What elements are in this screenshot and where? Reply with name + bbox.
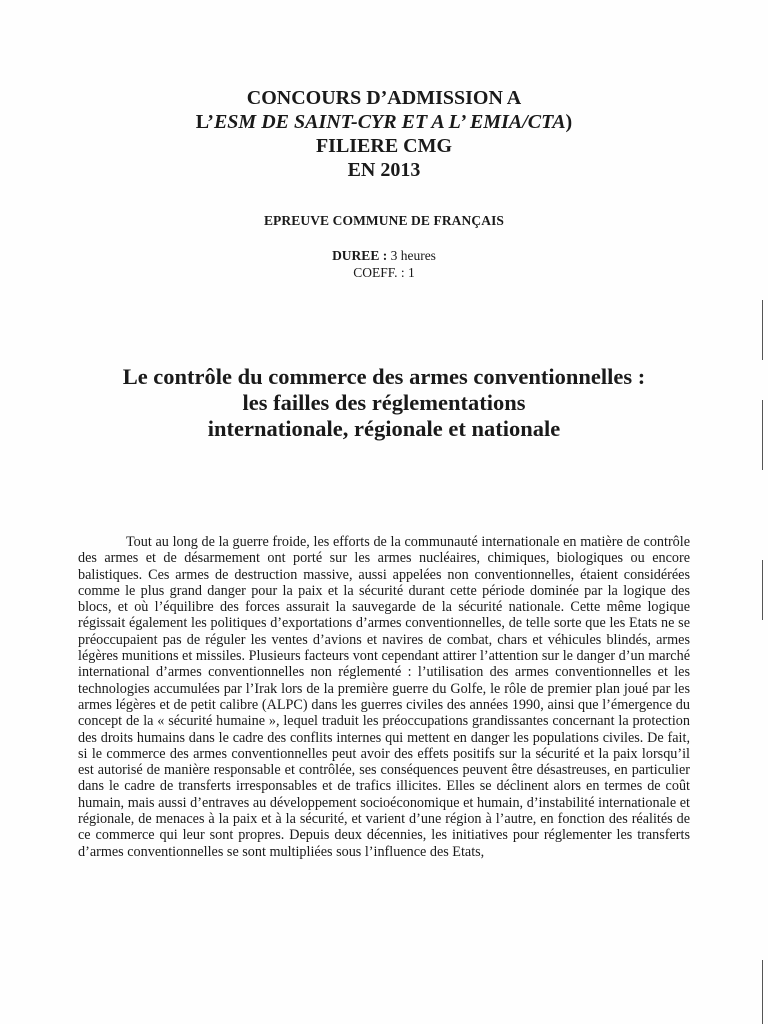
scan-edge-mark-4 [762, 960, 763, 1024]
scan-edge-mark-3 [762, 560, 763, 620]
header-line-2-suffix: ) [565, 111, 573, 133]
scan-edge-mark-2 [762, 400, 763, 470]
document-title [0, 364, 768, 442]
exam-subject: EPREUVE COMMUNE DE FRANÇAIS [263, 213, 505, 228]
scan-edge-mark-1 [762, 300, 763, 360]
title-line-1: Le contrôle du commerce des armes conventionnelles : [122, 364, 646, 389]
header-line-2 [0, 110, 768, 134]
exam-duration [0, 247, 768, 264]
header-school-name: ESM DE SAINT-CYR ET A L’ EMIA/CTA [213, 111, 566, 133]
duration-label: DUREE : [332, 248, 391, 263]
header-line-3: FILIERE CMG [315, 135, 453, 157]
exam-header [0, 86, 768, 182]
duration-value: 3 heures [390, 248, 436, 263]
body-paragraph: Tout au long de la guerre froide, les efforts de la communauté internationale en matière de contrôle des armes et de désarmement ont porté sur les armes nucléaires, chimiques, biologiques ou encore balistiques. Ces armes de destruction massive, aussi appelées non conventionnelles, étaient considérées comme le plus grand danger pour la paix et la sécurité durant cette période dominée par la logique des blocs, et où l’équilibre des forces assurait la sauvegarde de la sécurité nationale. Cette même logique régissait également les politiques d’exportations d’armes conventionnelles, de telle sorte que les Etats ne se préoccupaient pas de réguler les ventes d’avions et navires de combat, chars et véhicules blindés, armes légères munitions et missiles. Plusieurs facteurs vont cependant attirer l’attention sur le danger d’un marché international d’armes conventionnelles non réglementé : l’utilisation des armes conventionnelles et les technologies accumulées par l’Irak lors de la première guerre du Golfe, le rôle de premier plan joué par les armes légères et de petit calibre (ALPC) dans les guerres civiles des années 1990, ainsi que l’émergence du concept de la « sécurité humaine », lequel traduit les préoccupations grandissantes concernant la protection des droits humains dans le cadre des conflits internes qui mettent en danger les populations civiles. De fait, si le commerce des armes conventionnelles peut avoir des effets positifs sur la sécurité et la paix lorsqu’il est autorisé de manière responsable et contrôlée, ses conséquences peuvent être désastreuses, en particulier dans le cadre de transferts irresponsables et de trafics illicites. Elles se déclinent alors en termes de coût humain, mais aussi d’entraves au développement socioéconomique et humain, d’instabilité internationale et régionale, de menaces à la paix et à la sécurité, et varient d’une région à l’autre, en fonction des réalités de ce commerce qui leur sont propres. Depuis deux décennies, les initiatives pour réglementer les transferts d’armes conventionnelles se sont multipliées sous l’influence des Etats, [78, 534, 690, 860]
header-line-2-prefix: L’ [195, 111, 214, 133]
header-line-4: EN 2013 [347, 159, 421, 181]
title-line-3: internationale, régionale et nationale [207, 416, 561, 441]
header-line-1: CONCOURS D’ADMISSION A [246, 87, 522, 109]
title-line-2: les failles des réglementations [242, 390, 526, 415]
exam-details [0, 247, 768, 281]
exam-coefficient: COEFF. : 1 [353, 265, 415, 280]
